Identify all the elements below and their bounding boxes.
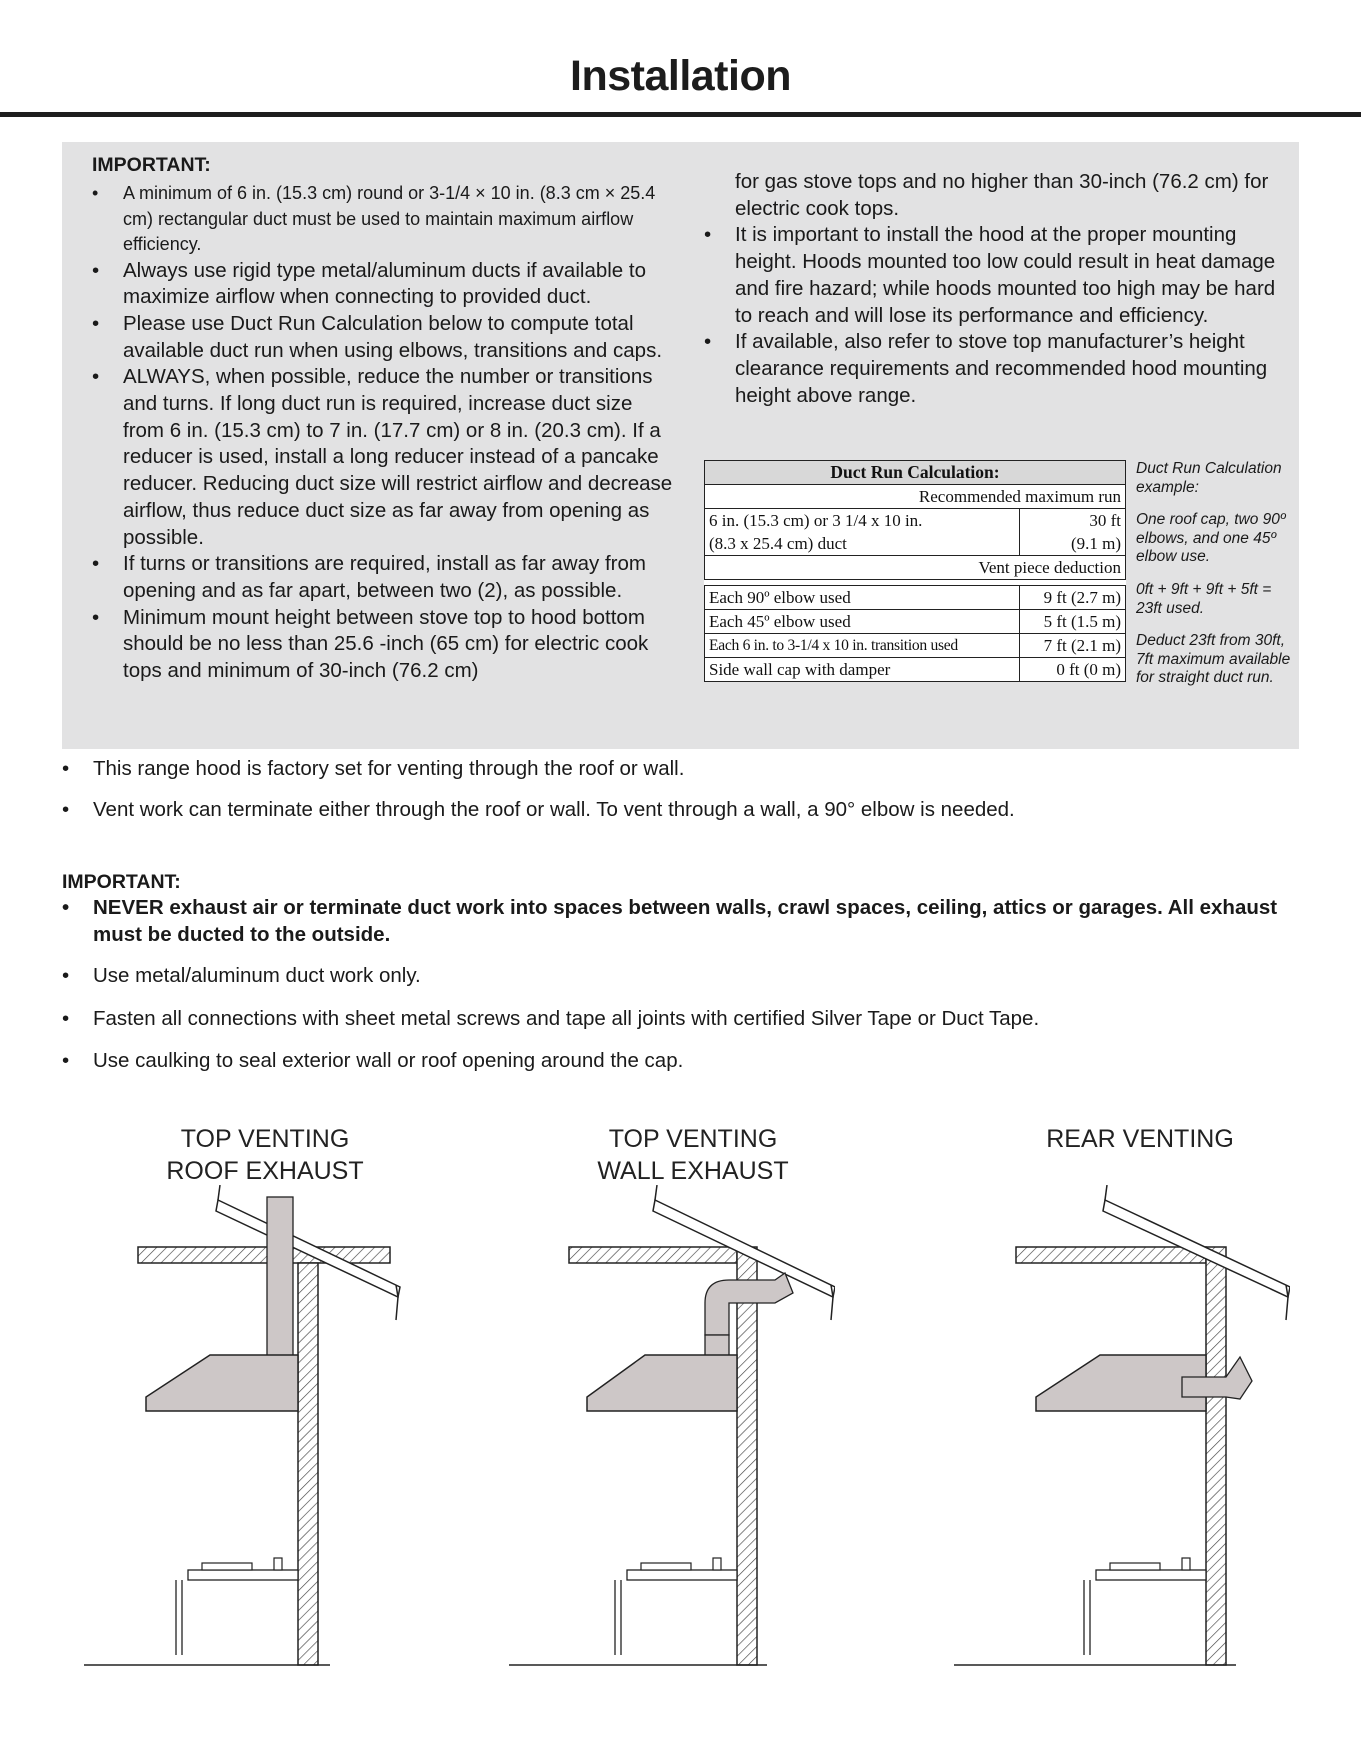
- important-list-2: [62, 1048, 1322, 1075]
- deduction-value: 0 ft (0 m): [1020, 658, 1126, 682]
- deduction-item: Each 45º elbow used: [705, 610, 1020, 634]
- diagram-label-line: TOP VENTING: [180, 1125, 350, 1153]
- important-list-2: [62, 1006, 1322, 1033]
- important-item: • ALWAYS, when possible, reduce the number or transitions and turns. If long duct run is required, increase duct size from 6 in. (15.3 cm) to 7 in. (17.7 cm) or 8 in. (20.3 cm). If a reducer is used, install a long reducer instead of a pancake reducer. Reducing duct size will restrict airflow and decrease airflow, thus reduce duct size as far away from opening as possible.: [92, 364, 677, 551]
- duct-table-recommended-label: Recommended maximum run: [705, 485, 1126, 509]
- general-list: [62, 756, 1322, 783]
- list-item: • Use caulking to seal exterior wall or roof opening around the cap.: [62, 1048, 1322, 1075]
- example-setup: One roof cap, two 90º elbows, and one 45º elbow use.: [1136, 511, 1286, 566]
- table-row: [705, 586, 1126, 610]
- important-item: • If turns or transitions are required, install as far away from opening and as far apart, between two (2), as possible.: [92, 551, 677, 604]
- duct-table-title: Duct Run Calculation:: [705, 461, 1126, 485]
- example-sum: 0ft + 9ft + 9ft + 5ft = 23ft used.: [1136, 580, 1272, 617]
- list-item: • NEVER exhaust air or terminate duct work into spaces between walls, crawl spaces, ceiling, attics or garages. All exhaust must be ducted to the outside.: [62, 895, 1322, 948]
- diagram-wall-exhaust: [505, 1185, 835, 1685]
- important-item: • Minimum mount height between stove top to hood bottom should be no less than 25.6 -inch (65 cm) for electric cook tops and minimum of 30-inch (76.2 cm): [92, 605, 677, 685]
- example-heading: Duct Run Calculation example:: [1136, 460, 1282, 496]
- list-item: • Vent work can terminate either through the roof or wall. To vent through a wall, a 90° elbow is needed.: [62, 797, 1322, 824]
- duct-size-line-2: (8.3 x 25.4 cm) duct: [705, 532, 1020, 556]
- important-item: • A minimum of 6 in. (15.3 cm) round or 3-1/4 × 10 in. (8.3 cm × 25.4 cm) rectangular duct must be used to maintain maximum airflow efficiency.: [92, 181, 677, 258]
- important-right-column: [704, 169, 1294, 409]
- important-list-2: [62, 895, 1322, 948]
- list-item: • Fasten all connections with sheet metal screws and tape all joints with certified Silver Tape or Duct Tape.: [62, 1006, 1322, 1033]
- diagram-rear-venting: [950, 1185, 1290, 1685]
- diagram-label-rear: [990, 1123, 1290, 1155]
- diagram-label-line: REAR VENTING: [1046, 1125, 1234, 1153]
- important-heading: IMPORTANT:: [92, 154, 211, 176]
- table-row: [705, 658, 1126, 682]
- title-rule: [0, 112, 1361, 117]
- example-result: Deduct 23ft from 30ft, 7ft maximum available for straight duct run.: [1136, 632, 1291, 687]
- table-row: [705, 634, 1126, 658]
- duct-size-line-1: 6 in. (15.3 cm) or 3 1/4 x 10 in.: [705, 509, 1020, 533]
- deduction-item: Each 90º elbow used: [705, 586, 1020, 610]
- duct-run-m: (9.1 m): [1020, 532, 1126, 556]
- important-continuation: for gas stove tops and no higher than 30-inch (76.2 cm) for electric cook tops.: [735, 170, 1269, 220]
- important-item: • Please use Duct Run Calculation below to compute total available duct run when using elbows, transitions and caps.: [92, 311, 677, 364]
- deduction-value: 9 ft (2.7 m): [1020, 586, 1126, 610]
- deduction-item: Side wall cap with damper: [705, 658, 1020, 682]
- duct-table-deduction-label: Vent piece deduction: [705, 556, 1126, 580]
- duct-run-ft: 30 ft: [1020, 509, 1126, 533]
- diagram-label-wall: [543, 1123, 843, 1187]
- deduction-value: 7 ft (2.1 m): [1020, 634, 1126, 658]
- important-item: • It is important to install the hood at the proper mounting height. Hoods mounted too low could result in heat damage and fire hazard; while hoods mounted too high may be hard to reach and will lose its performance and efficiency.: [704, 222, 1294, 329]
- important-list-2: [62, 963, 1322, 990]
- important-item: • Always use rigid type metal/aluminum ducts if available to maximize airflow when connecting to provided duct.: [92, 258, 677, 311]
- duct-run-example: [1136, 460, 1296, 702]
- important-heading-2: IMPORTANT:: [62, 871, 181, 893]
- deduction-item: Each 6 in. to 3-1/4 x 10 in. transition used: [705, 634, 1020, 658]
- diagram-label-line: WALL EXHAUST: [597, 1157, 789, 1185]
- deduction-value: 5 ft (1.5 m): [1020, 610, 1126, 634]
- diagram-label-roof: [115, 1123, 415, 1187]
- important-left-column: [92, 154, 677, 685]
- diagram-label-line: TOP VENTING: [608, 1125, 778, 1153]
- diagram-roof-exhaust: [80, 1185, 410, 1685]
- duct-run-table: [704, 460, 1126, 682]
- list-item: • This range hood is factory set for venting through the roof or wall.: [62, 756, 1322, 783]
- diagram-label-line: ROOF EXHAUST: [166, 1157, 364, 1185]
- general-list: [62, 797, 1322, 824]
- page-title: Installation: [570, 52, 791, 100]
- table-row: [705, 610, 1126, 634]
- list-item: • Use metal/aluminum duct work only.: [62, 963, 1322, 990]
- important-item: • If available, also refer to stove top manufacturer’s height clearance requirements and recommended hood mounting height above range.: [704, 329, 1294, 409]
